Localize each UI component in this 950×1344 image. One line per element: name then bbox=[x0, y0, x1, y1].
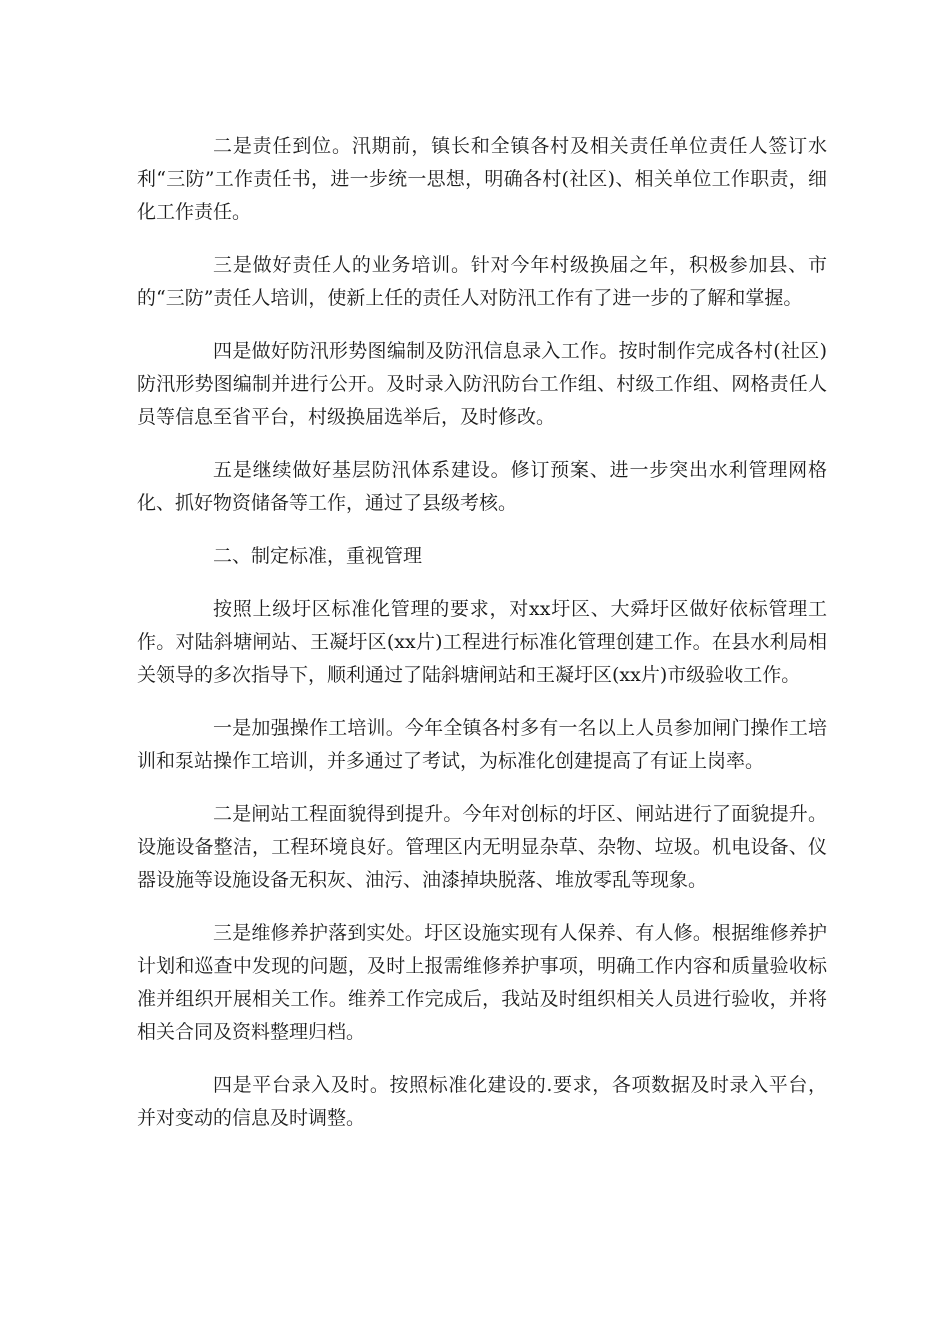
paragraph-facility-improvement: 二是闸站工程面貌得到提升。今年对创标的圩区、闸站进行了面貌提升。设施设备整洁，工程环境良好。管理区内无明显杂草、杂物、垃圾。机电设备、仪器设施等设施设备无积灰、油污、油漆掉块脱落、堆放零乱等现象。 bbox=[137, 803, 827, 891]
paragraph-maintenance: 三是维修养护落到实处。圩区设施实现有人保养、有人修。根据维修养护计划和巡查中发现的问题，及时上报需维修养护事项，明确工作内容和质量验收标准并组织开展相关工作。维养工作完成后，我站及时组织相关人员进行验收，并将相关合同及资料整理归档。 bbox=[137, 922, 827, 1043]
paragraph-operator-training: 一是加强操作工培训。今年全镇各村多有一名以上人员参加闸门操作工培训和泵站操作工培训，并多通过了考试，为标准化创建提高了有证上岗率。 bbox=[137, 717, 827, 772]
document-body bbox=[137, 130, 827, 1155]
paragraph-flood-map: 四是做好防汛形势图编制及防汛信息录入工作。按时制作完成各村(社区)防汛形势图编制并进行公开。及时录入防汛防台工作组、村级工作组、网格责任人员等信息至省平台，村级换届选举后，及时修改。 bbox=[137, 340, 827, 428]
paragraph-training: 三是做好责任人的业务培训。针对今年村级换届之年，积极参加县、市的“三防”责任人培训，使新上任的责任人对防汛工作有了进一步的了解和掌握。 bbox=[137, 254, 827, 309]
paragraph-platform-entry: 四是平台录入及时。按照标准化建设的.要求，各项数据及时录入平台，并对变动的信息及时调整。 bbox=[137, 1074, 827, 1129]
paragraph-responsibility: 二是责任到位。汛期前，镇长和全镇各村及相关责任单位责任人签订水利“三防”工作责任书，进一步统一思想，明确各村(社区)、相关单位工作职责，细化工作责任。 bbox=[137, 135, 827, 223]
paragraph-grassroots-system: 五是继续做好基层防汛体系建设。修订预案、进一步突出水利管理网格化、抓好物资储备等工作，通过了县级考核。 bbox=[137, 459, 827, 514]
section-heading-standards: 二、制定标准，重视管理 bbox=[213, 545, 423, 567]
paragraph-standardization: 按照上级圩区标准化管理的要求，对xx圩区、大舜圩区做好依标管理工作。对陆斜塘闸站、王凝圩区(xx片)工程进行标准化管理创建工作。在县水利局相关领导的多次指导下，顺利通过了陆斜塘闸站和王凝圩区(xx片)市级验收工作。 bbox=[137, 598, 827, 686]
